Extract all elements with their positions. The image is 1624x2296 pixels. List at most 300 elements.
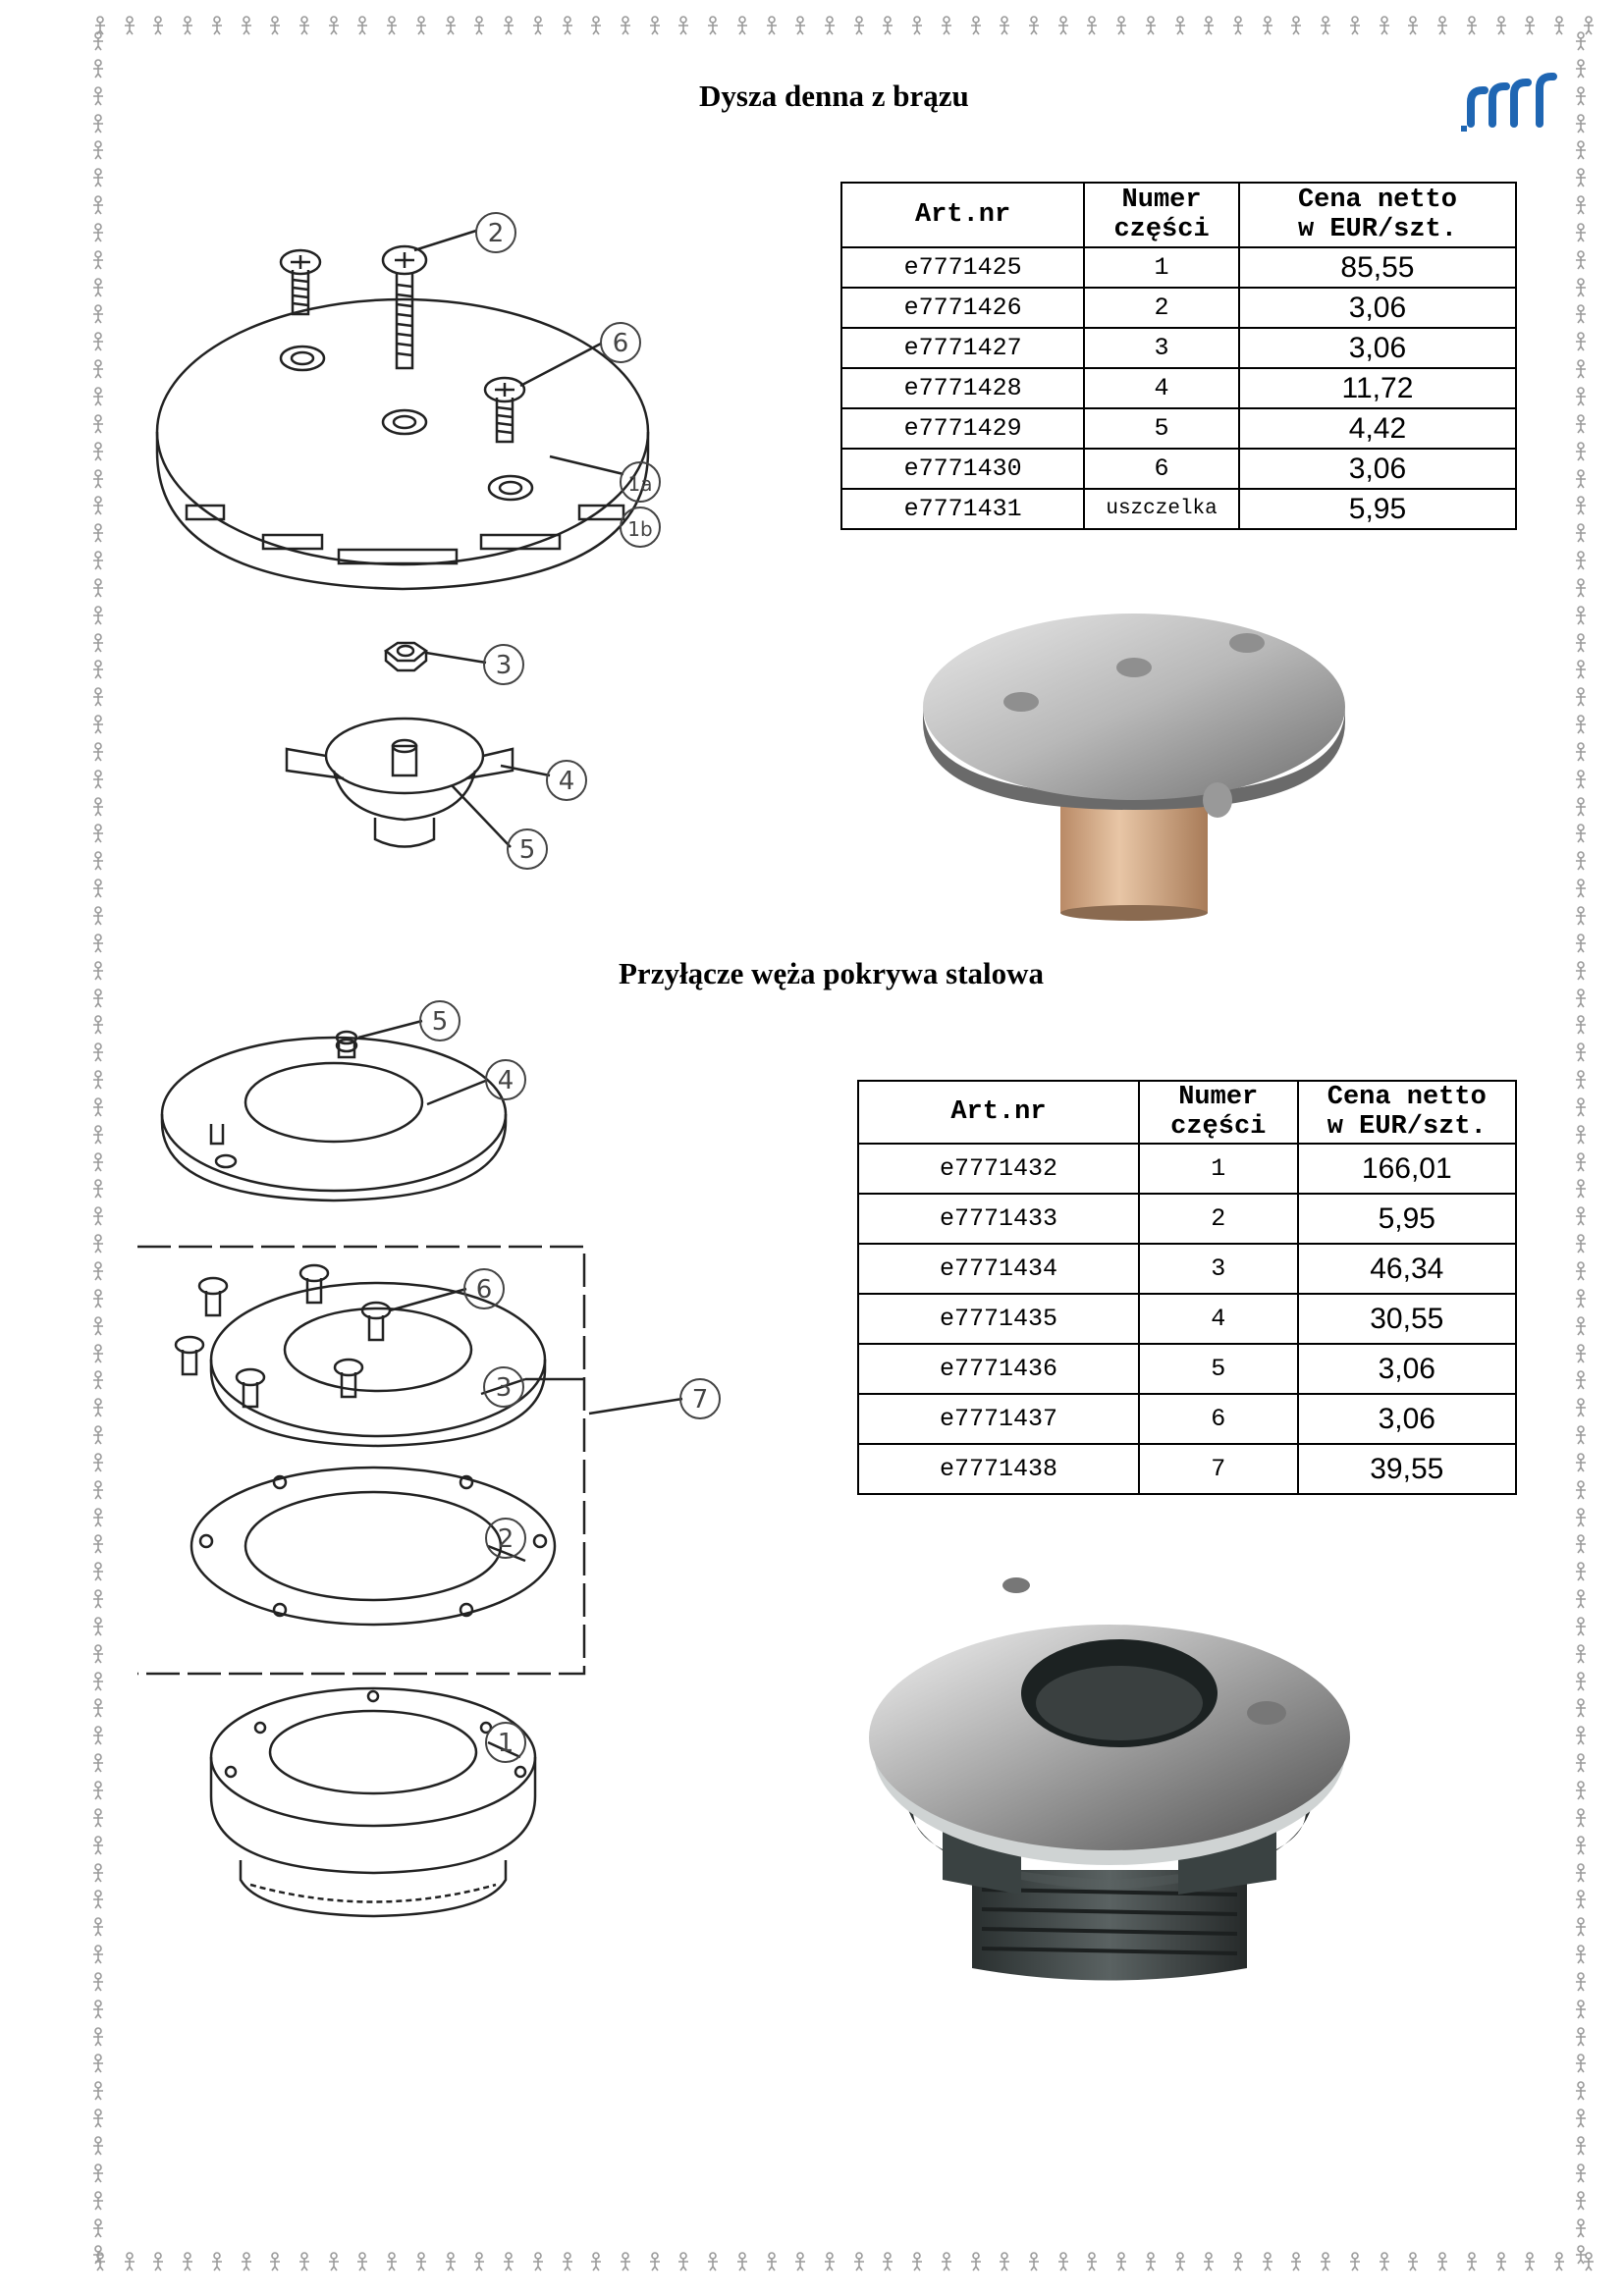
ornament-icon: [439, 2250, 462, 2273]
ornament-icon: [1569, 412, 1593, 436]
ornament-icon: [86, 357, 110, 381]
ornament-icon: [556, 14, 579, 37]
ornament-icon: [584, 2250, 608, 2273]
ornament-icon: [876, 2250, 899, 2273]
ornament-icon: [86, 2079, 110, 2103]
ornament-icon: [1569, 2189, 1593, 2213]
callout-5: 5: [431, 1007, 449, 1037]
part-number: 5: [1084, 408, 1239, 449]
ornament-icon: [86, 1478, 110, 1502]
price: 85,55: [1239, 247, 1516, 288]
table-row: [841, 368, 1516, 408]
ornament-icon: [1569, 1642, 1593, 1666]
ornament-icon: [86, 1943, 110, 1966]
ornament-icon: [86, 1724, 110, 1747]
ornament-icon: [86, 385, 110, 408]
ornament-icon: [86, 795, 110, 819]
ornament-icon: [1569, 1423, 1593, 1447]
part-number: 1: [1084, 247, 1239, 288]
price: 3,06: [1239, 288, 1516, 328]
ornament-icon: [86, 1095, 110, 1119]
table-row: [841, 449, 1516, 489]
price: 5,95: [1298, 1194, 1516, 1244]
ornament-icon: [1569, 2025, 1593, 2049]
ornament-icon: [1489, 14, 1513, 37]
ornament-icon: [86, 1342, 110, 1365]
table-row: [858, 1194, 1516, 1244]
price: 3,06: [1298, 1394, 1516, 1444]
hose-connector-exploded-drawing: [133, 996, 722, 1939]
ornament-icon: [86, 849, 110, 873]
art-nr: e7771436: [858, 1344, 1139, 1394]
price: 30,55: [1298, 1294, 1516, 1344]
ornament-icon: [86, 2243, 110, 2267]
ornament-icon: [1569, 1806, 1593, 1830]
ornament-icon: [86, 1013, 110, 1037]
ornament-icon: [263, 14, 287, 37]
ornament-icon: [1197, 2250, 1220, 2273]
ornament-icon: [614, 14, 637, 37]
section1-title: Dysza denna z brązu: [699, 79, 969, 113]
ornament-icon: [86, 987, 110, 1010]
ornament-icon: [86, 658, 110, 681]
ornament-icon: [1569, 904, 1593, 928]
ornament-icon: [86, 822, 110, 845]
table-row: [841, 288, 1516, 328]
ornament-icon: [86, 521, 110, 545]
ornament-icon: [1569, 1013, 1593, 1037]
ornament-icon: [467, 2250, 491, 2273]
border-bottom: [88, 2250, 1600, 2279]
ornament-icon: [86, 549, 110, 572]
ornament-icon: [86, 768, 110, 791]
ornament-icon: [1569, 604, 1593, 627]
art-nr: e7771425: [841, 247, 1084, 288]
part-number: 1: [1139, 1144, 1298, 1194]
ornament-icon: [1569, 2107, 1593, 2130]
ornament-icon: [1343, 14, 1367, 37]
art-nr: e7771438: [858, 1444, 1139, 1494]
ornament-icon: [322, 14, 346, 37]
ornament-icon: [1284, 14, 1308, 37]
part-number: 3: [1084, 328, 1239, 368]
ornament-icon: [643, 14, 667, 37]
ornament-icon: [86, 1368, 110, 1392]
header-art-nr: Art.nr: [841, 183, 1084, 247]
part-number: 2: [1139, 1194, 1298, 1244]
ornament-icon: [788, 14, 812, 37]
ornament-icon: [86, 2107, 110, 2130]
ornament-icon: [1569, 1177, 1593, 1201]
ornament-icon: [263, 2250, 287, 2273]
ornament-icon: [86, 1314, 110, 1338]
callout-1b: 1b: [627, 517, 653, 541]
ornament-icon: [86, 1532, 110, 1556]
ornament-icon: [293, 2250, 316, 2273]
ornament-icon: [86, 248, 110, 272]
ornament-icon: [118, 2250, 141, 2273]
ornament-icon: [1168, 14, 1192, 37]
ornament-icon: [86, 2189, 110, 2213]
ornament-icon: [86, 1834, 110, 1857]
ornament-icon: [1569, 357, 1593, 381]
table-row: [841, 489, 1516, 529]
ornament-icon: [86, 1232, 110, 1255]
ornament-icon: [760, 2250, 784, 2273]
ornament-icon: [1489, 2250, 1513, 2273]
header-price: Cena netto w EUR/szt.: [1239, 183, 1516, 247]
ornament-icon: [1569, 2134, 1593, 2158]
border-right: [1569, 29, 1598, 2268]
ornament-icon: [86, 631, 110, 655]
border-left: [86, 29, 116, 2268]
ornament-icon: [1518, 14, 1542, 37]
price: 39,55: [1298, 1444, 1516, 1494]
ornament-icon: [1569, 1506, 1593, 1529]
ornament-icon: [1569, 1587, 1593, 1611]
ornament-icon: [818, 2250, 841, 2273]
ornament-icon: [760, 14, 784, 37]
ornament-icon: [1080, 2250, 1104, 2273]
ornament-icon: [1569, 302, 1593, 326]
ornament-icon: [86, 138, 110, 162]
ornament-icon: [86, 276, 110, 299]
price: 11,72: [1239, 368, 1516, 408]
ornament-icon: [86, 1806, 110, 1830]
ornament-icon: [1569, 877, 1593, 900]
part-number: 7: [1139, 1444, 1298, 1494]
ornament-icon: [993, 2250, 1016, 2273]
ornament-icon: [1314, 2250, 1337, 2273]
ornament-icon: [847, 2250, 871, 2273]
ornament-icon: [1569, 29, 1593, 53]
ornament-icon: [86, 1451, 110, 1474]
callout-6: 6: [475, 1275, 493, 1305]
header-part-number: Numer części: [1084, 183, 1239, 247]
ornament-icon: [1569, 1779, 1593, 1802]
part-number: 4: [1084, 368, 1239, 408]
callout-2: 2: [487, 219, 505, 248]
ornament-icon: [86, 84, 110, 108]
ornament-icon: [86, 959, 110, 983]
ornament-icon: [1080, 14, 1104, 37]
ornament-icon: [1168, 2250, 1192, 2273]
ornament-icon: [86, 1123, 110, 1147]
part-number: uszczelka: [1084, 489, 1239, 529]
price: 166,01: [1298, 1144, 1516, 1194]
table-row: [858, 1394, 1516, 1444]
art-nr: e7771435: [858, 1294, 1139, 1344]
ornament-icon: [86, 904, 110, 928]
ornament-icon: [86, 1204, 110, 1228]
ornament-icon: [993, 14, 1016, 37]
table-row: [841, 328, 1516, 368]
ornament-icon: [86, 112, 110, 135]
ornament-icon: [86, 1615, 110, 1638]
hose-connector-photo: [844, 1556, 1375, 1998]
ornament-icon: [1569, 2243, 1593, 2267]
price: 3,06: [1298, 1344, 1516, 1394]
ornament-icon: [86, 576, 110, 600]
ornament-icon: [1569, 1095, 1593, 1119]
ornament-icon: [1569, 521, 1593, 545]
ornament-icon: [1256, 2250, 1279, 2273]
ornament-icon: [1569, 1615, 1593, 1638]
ornament-icon: [731, 2250, 754, 2273]
ornament-icon: [1569, 276, 1593, 299]
ornament-icon: [176, 14, 199, 37]
part-number: 2: [1084, 288, 1239, 328]
ornament-icon: [86, 2025, 110, 2049]
ornament-icon: [86, 932, 110, 955]
ornament-icon: [1569, 440, 1593, 463]
ornament-icon: [86, 1041, 110, 1064]
art-nr: e7771426: [841, 288, 1084, 328]
ornament-icon: [556, 2250, 579, 2273]
header-part-number: Numer części: [1139, 1081, 1298, 1144]
ornament-icon: [86, 166, 110, 189]
ornament-icon: [701, 2250, 725, 2273]
ornament-icon: [86, 302, 110, 326]
ornament-icon: [1460, 2250, 1484, 2273]
ornament-icon: [1569, 57, 1593, 80]
header-price: Cena netto w EUR/szt.: [1298, 1081, 1516, 1144]
ornament-icon: [935, 2250, 958, 2273]
ornament-icon: [1569, 1451, 1593, 1474]
ornament-icon: [1569, 1751, 1593, 1775]
header-art-nr: Art.nr: [858, 1081, 1139, 1144]
ornament-icon: [1569, 1314, 1593, 1338]
callout-3: 3: [495, 651, 513, 680]
company-logo: [1461, 73, 1569, 132]
ornament-icon: [847, 14, 871, 37]
ornament-icon: [1569, 932, 1593, 955]
price: 46,34: [1298, 1244, 1516, 1294]
table-row: [858, 1144, 1516, 1194]
ornament-icon: [1569, 1287, 1593, 1310]
ornament-icon: [86, 1150, 110, 1174]
ornament-icon: [1110, 14, 1133, 37]
art-nr: e7771433: [858, 1194, 1139, 1244]
table-row: [858, 1344, 1516, 1394]
table-row: [841, 247, 1516, 288]
ornament-icon: [86, 330, 110, 353]
ornament-icon: [86, 1670, 110, 1693]
ornament-icon: [86, 1587, 110, 1611]
ornament-icon: [86, 412, 110, 436]
ornament-icon: [1569, 166, 1593, 189]
ornament-icon: [1569, 221, 1593, 244]
ornament-icon: [964, 2250, 988, 2273]
ornament-icon: [86, 1396, 110, 1419]
ornament-icon: [86, 221, 110, 244]
art-nr: e7771427: [841, 328, 1084, 368]
ornament-icon: [86, 440, 110, 463]
ornament-icon: [380, 14, 404, 37]
ornament-icon: [1197, 14, 1220, 37]
ornament-icon: [1460, 14, 1484, 37]
ornament-icon: [497, 2250, 520, 2273]
ornament-icon: [1569, 2162, 1593, 2185]
table-row: [858, 1244, 1516, 1294]
ornament-icon: [86, 193, 110, 217]
ornament-icon: [86, 2134, 110, 2158]
ornament-icon: [86, 2052, 110, 2075]
ornament-icon: [1226, 14, 1250, 37]
ornament-icon: [1569, 494, 1593, 517]
ornament-icon: [86, 1970, 110, 1994]
price: 5,95: [1239, 489, 1516, 529]
ornament-icon: [1569, 467, 1593, 491]
ornament-icon: [1569, 849, 1593, 873]
ornament-icon: [1569, 1998, 1593, 2021]
ornament-icon: [1569, 1259, 1593, 1283]
ornament-icon: [86, 1177, 110, 1201]
ornament-icon: [146, 14, 170, 37]
ornament-icon: [1569, 795, 1593, 819]
ornament-icon: [614, 2250, 637, 2273]
ornament-icon: [351, 2250, 374, 2273]
ornament-icon: [1569, 549, 1593, 572]
ornament-icon: [1569, 1724, 1593, 1747]
ornament-icon: [1022, 2250, 1046, 2273]
ornament-icon: [1569, 2079, 1593, 2103]
ornament-icon: [731, 14, 754, 37]
ornament-icon: [409, 2250, 433, 2273]
callout-1a: 1a: [627, 472, 653, 496]
callout-4: 4: [558, 767, 575, 796]
ornament-icon: [1373, 14, 1396, 37]
price: 4,42: [1239, 408, 1516, 449]
ornament-icon: [1569, 1861, 1593, 1885]
ornament-icon: [1401, 14, 1425, 37]
ornament-icon: [1569, 1560, 1593, 1583]
art-nr: e7771434: [858, 1244, 1139, 1294]
ornament-icon: [1569, 1834, 1593, 1857]
ornament-icon: [86, 29, 110, 53]
ornament-icon: [205, 14, 229, 37]
art-nr: e7771432: [858, 1144, 1139, 1194]
ornament-icon: [1284, 2250, 1308, 2273]
ornament-icon: [1569, 2216, 1593, 2240]
ornament-icon: [86, 1888, 110, 1911]
ornament-icon: [876, 14, 899, 37]
bronze-nozzle-photo: [913, 599, 1375, 923]
ornament-icon: [1569, 740, 1593, 764]
price-table-2: [857, 1080, 1517, 1495]
ornament-icon: [1569, 768, 1593, 791]
table-row: [841, 408, 1516, 449]
ornament-icon: [643, 2250, 667, 2273]
ornament-icon: [1022, 14, 1046, 37]
callout-5: 5: [518, 835, 536, 865]
part-number: 4: [1139, 1294, 1298, 1344]
ornament-icon: [935, 14, 958, 37]
ornament-icon: [905, 2250, 929, 2273]
ornament-icon: [1569, 385, 1593, 408]
border-top: [88, 14, 1600, 43]
callout-3: 3: [495, 1373, 513, 1403]
ornament-icon: [526, 14, 550, 37]
ornament-icon: [1569, 631, 1593, 655]
callout-2: 2: [497, 1524, 514, 1554]
ornament-icon: [86, 604, 110, 627]
ornament-icon: [1569, 138, 1593, 162]
ornament-icon: [1569, 1696, 1593, 1720]
ornament-icon: [672, 14, 695, 37]
ornament-icon: [1569, 1342, 1593, 1365]
ornament-icon: [86, 494, 110, 517]
ornament-icon: [409, 14, 433, 37]
ornament-icon: [497, 14, 520, 37]
ornament-icon: [1373, 2250, 1396, 2273]
ornament-icon: [235, 2250, 258, 2273]
table-row: [858, 1444, 1516, 1494]
ornament-icon: [818, 14, 841, 37]
ornament-icon: [86, 57, 110, 80]
ornament-icon: [86, 467, 110, 491]
table-row: [858, 1294, 1516, 1344]
ornament-icon: [1569, 1943, 1593, 1966]
ornament-icon: [205, 2250, 229, 2273]
nozzle-exploded-drawing: [147, 211, 785, 888]
ornament-icon: [118, 14, 141, 37]
part-number: 6: [1139, 1394, 1298, 1444]
callout-7: 7: [691, 1385, 709, 1415]
ornament-icon: [176, 2250, 199, 2273]
ornament-icon: [86, 877, 110, 900]
ornament-icon: [1431, 2250, 1454, 2273]
ornament-icon: [1314, 14, 1337, 37]
price: 3,06: [1239, 328, 1516, 368]
ornament-icon: [1256, 14, 1279, 37]
ornament-icon: [86, 1068, 110, 1092]
part-number: 3: [1139, 1244, 1298, 1294]
ornament-icon: [1569, 1532, 1593, 1556]
ornament-icon: [86, 1915, 110, 1939]
ornament-icon: [1569, 1396, 1593, 1419]
ornament-icon: [86, 713, 110, 736]
ornament-icon: [1547, 2250, 1571, 2273]
ornament-icon: [1569, 713, 1593, 736]
art-nr: e7771430: [841, 449, 1084, 489]
ornament-icon: [1569, 1888, 1593, 1911]
ornament-icon: [322, 2250, 346, 2273]
ornament-icon: [1052, 14, 1075, 37]
ornament-icon: [1547, 14, 1571, 37]
ornament-icon: [146, 2250, 170, 2273]
ornament-icon: [86, 1642, 110, 1666]
ornament-icon: [1569, 658, 1593, 681]
ornament-icon: [1569, 248, 1593, 272]
ornament-icon: [526, 2250, 550, 2273]
callout-4: 4: [497, 1066, 514, 1095]
ornament-icon: [1569, 1204, 1593, 1228]
ornament-icon: [1569, 1970, 1593, 1994]
ornament-icon: [1569, 2052, 1593, 2075]
price-table-1: [840, 182, 1517, 530]
ornament-icon: [964, 14, 988, 37]
ornament-icon: [86, 740, 110, 764]
ornament-icon: [86, 1423, 110, 1447]
art-nr: e7771437: [858, 1394, 1139, 1444]
ornament-icon: [584, 14, 608, 37]
ornament-icon: [235, 14, 258, 37]
ornament-icon: [86, 2162, 110, 2185]
ornament-icon: [86, 685, 110, 709]
ornament-icon: [1569, 959, 1593, 983]
ornament-icon: [86, 1696, 110, 1720]
